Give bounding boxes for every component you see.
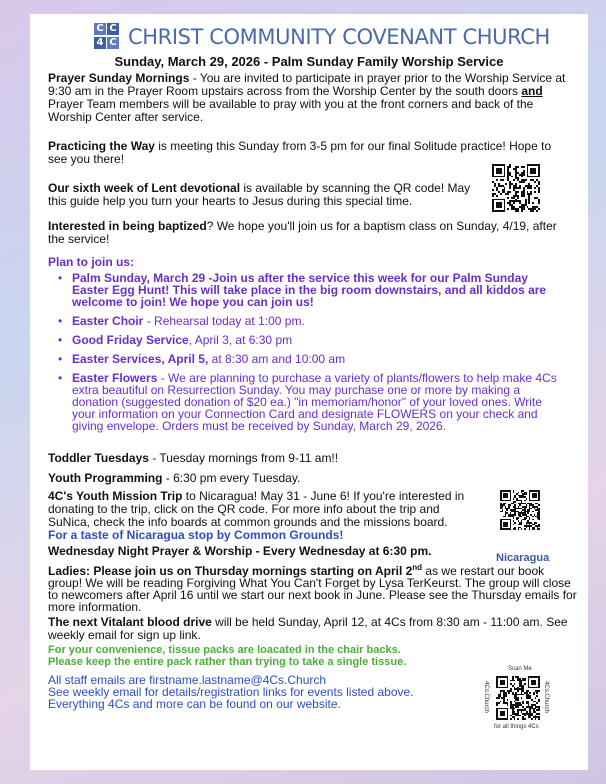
qr-module <box>518 517 520 519</box>
qr-module <box>506 496 508 498</box>
qr-module <box>538 525 540 527</box>
qr-module <box>538 208 540 210</box>
qr-module <box>504 176 506 178</box>
qr-module <box>535 522 537 524</box>
qr-module <box>496 195 498 197</box>
qr-module <box>514 680 516 682</box>
footer-line-1: All staff emails are firstname.lastname@4Cs.Church <box>48 673 327 687</box>
qr-module <box>517 210 519 212</box>
website-qr-code[interactable] <box>496 676 540 720</box>
mission-paragraph <box>48 490 478 542</box>
qr-module <box>536 210 538 212</box>
qr-module <box>513 517 515 519</box>
qr-module <box>521 697 523 699</box>
footer-line-2: See weekly email for details/registration links for events listed above. <box>48 685 414 699</box>
qr-module <box>510 718 512 720</box>
plan-item-bold: Palm Sunday, March 29 -Join us after the service this week for our Palm Sunday Easter Egg Hunt! This will take place in the big room downstairs, and all kiddos are welcome to join! We hope you can join us! <box>72 271 547 309</box>
qr-module <box>500 206 502 208</box>
qr-module <box>524 683 526 685</box>
practicing-title: Practicing the Way <box>48 139 155 153</box>
footer-qr-bottom-label: for all things 4Cs <box>494 724 539 730</box>
qr-module <box>506 509 508 511</box>
bullet-icon: • <box>58 352 63 366</box>
qr-module <box>534 187 536 189</box>
qr-module <box>538 519 540 521</box>
mission-text: to Nicaragua! May 31 - June 6! If you're interested in donating to the trip, click on the QR code. For more info about the trip and SuNica, check the info boards at common grounds and the missions board. <box>48 489 465 529</box>
qr-module <box>527 512 529 514</box>
ladies-sup: nd <box>412 563 423 572</box>
qr-module <box>534 528 536 530</box>
qr-module <box>504 210 506 212</box>
baptism-title: Interested in being baptized <box>48 219 207 233</box>
toddler-title: Toddler Tuesdays <box>48 451 149 465</box>
qr-module <box>526 517 528 519</box>
plan-item-rest: - We are planning to purchase a variety of plants/flowers to help make 4Cs extra beautiful on Resurrection Sunday. You may purchase one or more by making a donation (suggested donation of $20 ea.) "in memoriam/honor" of your loved ones. Write your information on your Connection Card and designate FLOWERS on your check and giving envelope. Orders must be received by Sunday, March 29, 2026. <box>72 371 557 433</box>
qr-module <box>518 492 520 494</box>
qr-module <box>536 702 538 704</box>
footer-qr-top-label: Scan Me <box>508 666 532 672</box>
lent-text: is available by scanning the QR code! May this guide help you turn your hearts to Jesus during this special time. <box>48 181 471 208</box>
qr-module <box>538 504 540 506</box>
ladies-text: as we restart our book group! We will be reading Forgiving What You Can't Forget by Lysa TerKeurst. The group will close to newcomers after April 16 until we start our next book in June. Please see the Thursday emails for more information. <box>48 564 577 614</box>
qr-module <box>534 181 536 183</box>
qr-module <box>510 528 512 530</box>
wednesday-paragraph: Wednesday Night Prayer & Worship - Every Wednesday at 6:30 pm. <box>48 544 432 558</box>
qr-module <box>530 508 532 510</box>
qr-module <box>534 191 536 193</box>
qr-module <box>538 687 540 689</box>
plan-item <box>58 272 564 308</box>
qr-module <box>524 715 526 717</box>
practicing-paragraph <box>48 140 568 166</box>
qr-module <box>517 191 519 193</box>
mission-qr-label: Nicaragua <box>496 552 550 564</box>
qr-module <box>519 504 521 506</box>
qr-module <box>532 519 534 521</box>
plan-item <box>58 372 564 432</box>
qr-module <box>532 511 534 513</box>
qr-module <box>507 718 509 720</box>
qr-module <box>514 501 516 503</box>
qr-module <box>517 690 519 692</box>
plan-list <box>58 272 564 432</box>
plan-item <box>58 353 564 365</box>
youth-text: - 6:30 pm every Tuesday. <box>162 471 301 485</box>
qr-module <box>510 504 512 506</box>
qr-module <box>538 690 540 692</box>
qr-module <box>523 181 525 183</box>
qr-module <box>511 176 513 178</box>
qr-module <box>506 525 508 527</box>
mission-qr-code[interactable] <box>500 490 540 530</box>
qr-module <box>492 189 494 191</box>
qr-module <box>503 715 505 717</box>
plan-item-rest: , April 3, at 6:30 pm <box>188 333 293 347</box>
qr-module <box>500 172 502 174</box>
bullet-icon: • <box>58 271 63 285</box>
prayer-title: Prayer Sunday Mornings <box>48 71 190 85</box>
qr-module <box>526 498 528 500</box>
blood-text: will be held Sunday, April 12, at 4Cs from 8:30 am - 11:00 am. See weekly email for sign up link. <box>48 615 568 642</box>
qr-module <box>529 519 531 521</box>
qr-module <box>538 701 540 703</box>
plan-item <box>58 334 564 346</box>
qr-module <box>538 202 540 204</box>
qr-module <box>521 516 523 518</box>
qr-module <box>524 500 526 502</box>
lent-title: Our sixth week of Lent devotional <box>48 181 241 195</box>
qr-module <box>536 692 538 694</box>
plan-item-rest: at 8:30 am and 10:00 am <box>208 352 346 366</box>
qr-module <box>502 511 504 513</box>
baptism-paragraph <box>48 220 568 246</box>
qr-module <box>496 179 498 181</box>
qr-module <box>523 166 525 168</box>
qr-module <box>514 522 516 524</box>
qr-module <box>505 183 507 185</box>
qr-module <box>514 718 516 720</box>
qr-module <box>513 179 515 181</box>
qr-module <box>513 492 515 494</box>
tissue-note <box>48 644 568 668</box>
qr-module <box>532 516 534 518</box>
qr-module <box>514 514 516 516</box>
qr-module <box>523 174 525 176</box>
qr-module <box>519 187 521 189</box>
qr-module <box>529 511 531 513</box>
qr-module <box>538 718 540 720</box>
toddler-paragraph <box>48 452 568 465</box>
qr-module <box>523 195 525 197</box>
qr-module <box>514 708 516 710</box>
qr-module <box>530 187 532 189</box>
plan-heading: Plan to join us: <box>48 255 134 269</box>
lent-qr-code[interactable] <box>492 164 540 212</box>
qr-module <box>517 706 519 708</box>
qr-module <box>524 528 526 530</box>
qr-module <box>522 694 524 696</box>
blood-paragraph <box>48 616 568 642</box>
mission-taste: For a taste of Nicaragua stop by Common Grounds! <box>48 528 344 542</box>
youth-paragraph <box>48 472 568 485</box>
ladies-title: Ladies: Please join us on Thursday mornings starting on April 2 <box>48 564 413 578</box>
qr-module <box>535 683 537 685</box>
toddler-text: - Tuesday mornings from 9-11 am!! <box>148 451 339 465</box>
qr-module <box>508 692 510 694</box>
qr-module <box>531 718 533 720</box>
qr-module <box>535 697 537 699</box>
plan-item <box>58 315 564 327</box>
qr-module <box>502 506 504 508</box>
qr-module <box>517 699 519 701</box>
ladies-paragraph <box>48 562 578 613</box>
youth-title: Youth Programming <box>48 471 163 485</box>
qr-module <box>502 179 504 181</box>
qr-module <box>523 208 525 210</box>
church-name: CHRIST COMMUNITY COVENANT CHURCH <box>128 25 550 49</box>
qr-module <box>538 528 540 530</box>
qr-module <box>525 179 527 181</box>
qr-module <box>505 503 507 505</box>
footer-info <box>48 674 468 710</box>
qr-module <box>514 683 516 685</box>
qr-module <box>517 197 519 199</box>
qr-module <box>514 528 516 530</box>
qr-module <box>538 500 540 502</box>
qr-module <box>538 709 540 711</box>
qr-module <box>521 176 523 178</box>
qr-module <box>521 524 523 526</box>
qr-module <box>496 704 498 706</box>
qr-module <box>521 210 523 212</box>
qr-module <box>492 195 494 197</box>
tissue-line-1: For your convenience, tissue packs are loacated in the chair backs. <box>48 644 401 656</box>
qr-module <box>528 202 530 204</box>
plan-item-bold: Easter Services, April 5, <box>72 352 209 366</box>
bullet-icon: • <box>58 314 63 328</box>
qr-module <box>534 172 536 174</box>
qr-module <box>518 528 520 530</box>
bullet-icon: • <box>58 371 63 385</box>
qr-module <box>513 498 515 500</box>
prayer-and: and <box>521 84 543 98</box>
qr-module <box>538 713 540 715</box>
plan-item-bold: Easter Choir <box>72 314 144 328</box>
qr-module <box>507 699 509 701</box>
qr-module <box>500 701 502 703</box>
qr-module <box>536 695 538 697</box>
qr-module <box>509 187 511 189</box>
qr-module <box>524 718 526 720</box>
qr-module <box>532 202 534 204</box>
qr-module <box>526 493 528 495</box>
qr-module <box>521 528 523 530</box>
qr-module <box>529 692 531 694</box>
qr-module <box>517 166 519 168</box>
qr-module <box>532 210 534 212</box>
qr-module <box>530 193 532 195</box>
qr-module <box>507 193 509 195</box>
qr-module <box>535 718 537 720</box>
plan-item-rest: - Rehearsal today at 1:00 pm. <box>143 314 305 328</box>
qr-module <box>538 191 540 193</box>
footer-line-3: Everything 4Cs and more can be found on our website. <box>48 697 341 711</box>
qr-module <box>517 718 519 720</box>
qr-module <box>524 680 526 682</box>
tissue-line-2: Please keep the entire pack rather than trying to take a single tissue. <box>48 656 407 668</box>
qr-module <box>522 702 524 704</box>
qr-module <box>513 202 515 204</box>
prayer-paragraph <box>48 72 568 124</box>
qr-module <box>535 496 537 498</box>
header <box>94 18 550 56</box>
bulletin-page <box>30 14 588 770</box>
qr-module <box>498 697 500 699</box>
qr-module <box>505 516 507 518</box>
qr-module <box>503 683 505 685</box>
qr-module <box>507 704 509 706</box>
qr-module <box>507 208 509 210</box>
bullet-icon: • <box>58 333 63 347</box>
church-logo: C C 4 C <box>94 23 120 51</box>
qr-module <box>538 183 540 185</box>
prayer-text-1: - You are invited to participate in prayer prior to the Worship Service at 9:30 am in the Prayer Room upstairs across from the Worship Center by the south doors <box>48 71 566 98</box>
page-subtitle: Sunday, March 29, 2026 - Palm Sunday Family Worship Service <box>114 54 504 69</box>
qr-module <box>500 193 502 195</box>
qr-module <box>538 176 540 178</box>
plan-item-bold: Easter Flowers <box>72 371 158 385</box>
qr-module <box>529 528 531 530</box>
lent-paragraph <box>48 182 488 208</box>
qr-module <box>513 524 515 526</box>
mission-title: 4C's Youth Mission Trip <box>48 489 183 503</box>
baptism-text: ? We hope you'll join us for a baptism class on Sunday, 4/19, after the service! <box>48 219 557 246</box>
qr-module <box>509 166 511 168</box>
plan-item-bold: Good Friday Service <box>72 333 189 347</box>
qr-module <box>498 702 500 704</box>
qr-module <box>510 500 512 502</box>
qr-module <box>524 519 526 521</box>
qr-module <box>509 191 511 193</box>
qr-module <box>526 506 528 508</box>
footer-qr-right-label: 4Cs.Church <box>542 681 549 713</box>
qr-module <box>505 695 507 697</box>
qr-module <box>533 694 535 696</box>
qr-module <box>507 197 509 199</box>
prayer-text-2: Prayer Team members will be available to pray with you at the front corners and back of the Worship Center after service. <box>48 97 534 124</box>
qr-module <box>526 527 528 529</box>
blood-title: The next Vitalant blood drive <box>48 615 212 629</box>
qr-module <box>507 687 509 689</box>
footer-qr-left-label: 4Cs.Church <box>482 681 489 713</box>
practicing-text: is meeting this Sunday from 3-5 pm for our final Solitude practice! Hope to see you there! <box>48 139 552 166</box>
qr-module <box>519 715 521 717</box>
